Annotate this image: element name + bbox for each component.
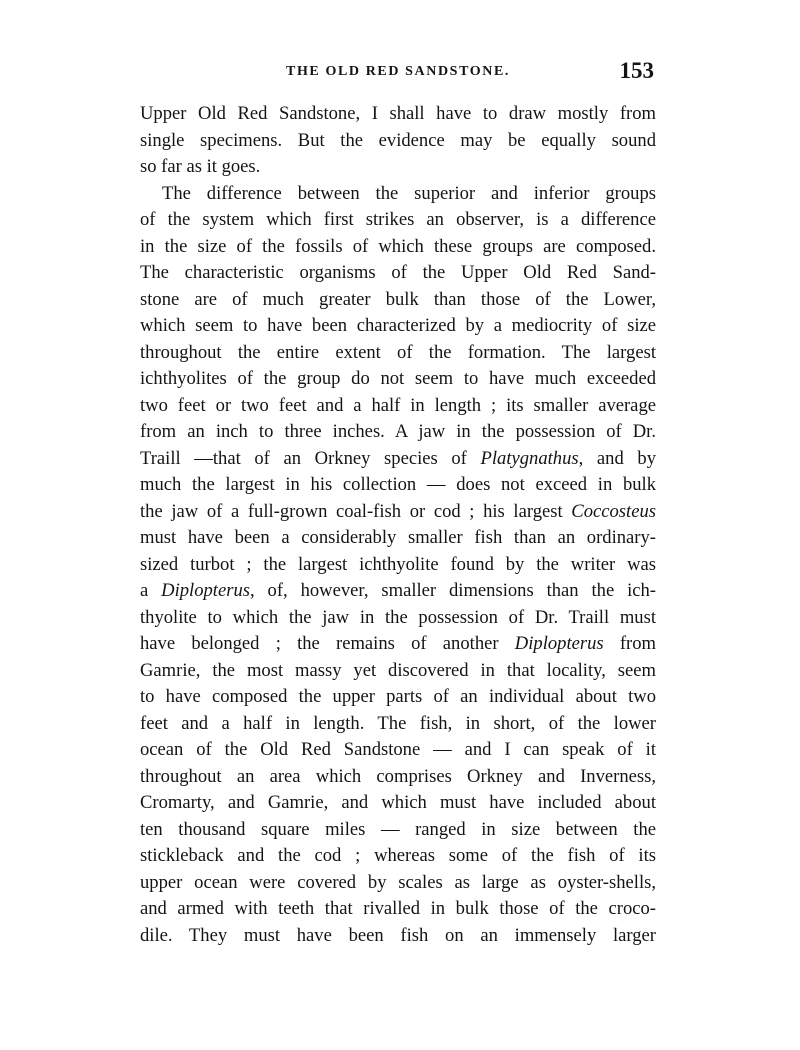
text-line: ichthyolites of the group do not seem to have much exceeded [140,368,656,389]
running-head [140,58,656,88]
text-line: much the largest in his collection — does not exceed in bulk [140,474,656,495]
text-line: and armed with teeth that rivalled in bulk those of the croco- [140,898,656,919]
text-line: upper ocean were covered by scales as large as oyster-shells, [140,871,656,893]
text-line: The difference between the superior and inferior groups [162,182,656,204]
text-line: The characteristic organisms of the Upper Old Red Sand- [140,262,656,283]
text-line: Upper Old Red Sandstone, I shall have to draw mostly from [140,103,656,124]
text-line: from an inch to three inches. A jaw in the possession of Dr. [140,421,656,442]
text-line: stone are of much greater bulk than those of the Lower, [140,288,656,310]
text-line: which seem to have been characterized by a mediocrity of size [140,315,656,336]
taxon-name: Diplopterus [161,580,250,601]
text-line: single specimens. But the evidence may be equally sound [140,129,656,151]
taxon-name: Diplopterus [514,633,604,654]
text-line: stickleback and the cod ; whereas some of the fish of its [140,845,656,866]
page-number: 153 [619,58,654,83]
text-line: throughout the entire extent of the formation. The largest [140,341,656,363]
running-title: THE OLD RED SANDSTONE. [286,64,510,79]
text-line: of the system which first strikes an observer, is a difference [140,209,656,230]
text-line: a Diplopterus, of, however, smaller dimensions than the ich- [140,580,656,601]
text-line: must have been a considerably smaller fish than an ordinary- [140,527,656,548]
text-line: dile. They must have been fish on an immensely larger [140,924,656,946]
text-line: Traill —that of an Orkney species of Platygnathus, and by [140,447,656,469]
text-line: thyolite to which the jaw in the possession of Dr. Traill must [140,606,656,628]
text-line: ten thousand square miles — ranged in size between the [140,818,656,840]
text-line: ocean of the Old Red Sandstone — and I can speak of it [140,739,656,760]
paragraph [140,181,656,950]
paragraph-continued [140,101,656,181]
text-line: to have composed the upper parts of an individual about two [140,686,656,707]
text-line: in the size of the fossils of which these groups are composed. [140,235,656,257]
text-line: have belonged ; the remains of another Diplopterus from [140,633,657,654]
text-line: Cromarty, and Gamrie, and which must have included about [140,792,656,813]
text-line: Gamrie, the most massy yet discovered in that locality, seem [140,659,656,681]
text-line: feet and a half in length. The fish, in short, of the lower [140,712,656,734]
text-line: two feet or two feet and a half in length ; its smaller average [140,394,656,416]
text-line: throughout an area which comprises Orkney and Inverness, [140,765,656,787]
text-line: sized turbot ; the largest ichthyolite found by the writer was [140,553,656,575]
taxon-name: Platygnathus [480,447,579,469]
text-line: the jaw of a full-grown coal-fish or cod ; his largest Coccosteus [140,500,656,522]
text-line: so far as it goes. [140,156,261,177]
body-text [140,101,656,949]
taxon-name: Coccosteus [571,500,656,522]
